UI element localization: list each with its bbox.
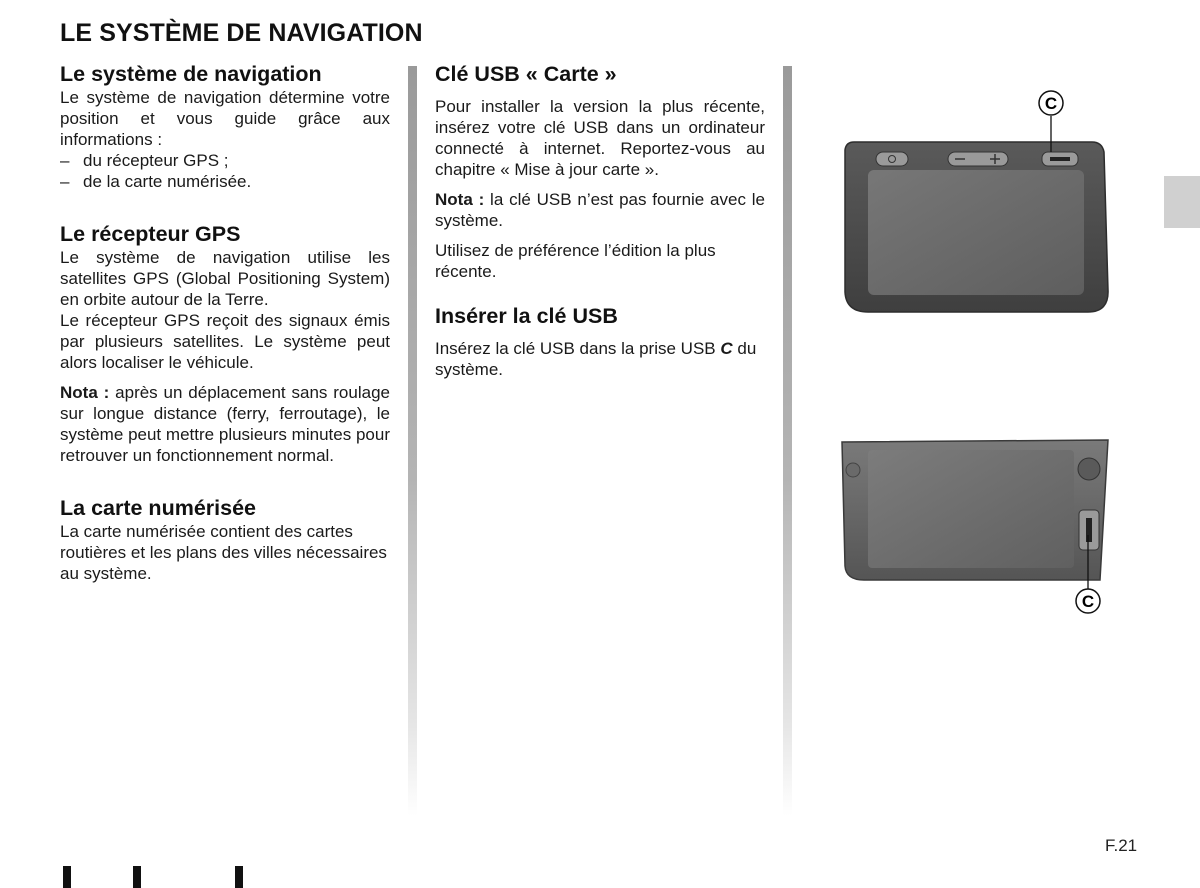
navigation-system-list	[60, 150, 390, 192]
usb-key-text-1: Pour installer la version la plus récente, insérez votre clé USB dans un ordinateur connecté à internet. Reportez-vous au chapitre « Mise à jour carte ».	[435, 97, 765, 179]
heading-digital-map: La carte numérisée	[60, 496, 256, 520]
usb-port-bottom	[1079, 510, 1099, 550]
nota-label: Nota :	[435, 190, 485, 209]
usb-port-label-bottom: C	[1081, 592, 1095, 611]
gps-nota	[60, 382, 390, 466]
usb-nota	[435, 189, 765, 231]
nota-text: après un déplacement sans roulage sur longue distance (ferry, ferroutage), le système peut mettre plusieurs minutes pour retrouver un fonctionnement normal.	[60, 383, 390, 465]
multimedia-unit-bottom	[842, 440, 1108, 613]
left-column	[60, 62, 390, 584]
crop-mark	[235, 866, 243, 888]
middle-column	[435, 62, 765, 380]
page-number: F.21	[1105, 836, 1138, 855]
nota-text: la clé USB n’est pas fournie avec le système.	[435, 190, 765, 230]
gps-receiver-text-1: Le système de navigation utilise les satellites GPS (Global Positioning System) en orbite autour de la Terre.	[60, 248, 390, 309]
chapter-tab-marker	[1164, 176, 1200, 228]
heading-navigation-system: Le système de navigation	[60, 62, 322, 86]
power-button	[876, 152, 908, 166]
insert-usb-text	[435, 338, 765, 380]
volume-buttons	[948, 152, 1008, 166]
heading-usb-key: Clé USB « Carte »	[435, 62, 617, 86]
crop-mark	[63, 866, 71, 888]
list-item: – de la carte numérisée.	[60, 171, 390, 192]
heading-gps-receiver: Le récepteur GPS	[60, 222, 241, 246]
nota-label: Nota :	[60, 383, 110, 402]
usb-key-text-2: Utilisez de préférence l’édition la plus récente.	[435, 241, 716, 281]
list-item: – du récepteur GPS ;	[60, 150, 390, 171]
control-knob	[1078, 458, 1100, 480]
heading-insert-usb: Insérer la clé USB	[435, 304, 618, 328]
digital-map-text: La carte numérisée contient des cartes routières et les plans des villes nécessaires au système.	[60, 522, 387, 583]
multimedia-unit-top	[845, 91, 1108, 312]
gps-receiver-text-2: Le récepteur GPS reçoit des signaux émis par plusieurs satellites. Le système peut alors localiser le véhicule.	[60, 311, 390, 372]
navigation-system-text: Le système de navigation détermine votre position et vous guide grâce aux informations :	[60, 88, 390, 149]
page-title: LE SYSTÈME DE NAVIGATION	[60, 19, 423, 47]
multimedia-system-illustration	[820, 80, 1120, 630]
insert-usb-text-prefix: Insérez la clé USB dans la prise USB	[435, 339, 721, 358]
usb-port-reference: C	[720, 339, 733, 358]
insert-usb-text-suffix: du système.	[435, 339, 757, 379]
crop-mark	[133, 866, 141, 888]
column-divider	[783, 66, 792, 816]
usb-port-top	[1042, 152, 1078, 166]
column-divider	[408, 66, 417, 816]
usb-port-label-top: C	[1044, 94, 1058, 113]
